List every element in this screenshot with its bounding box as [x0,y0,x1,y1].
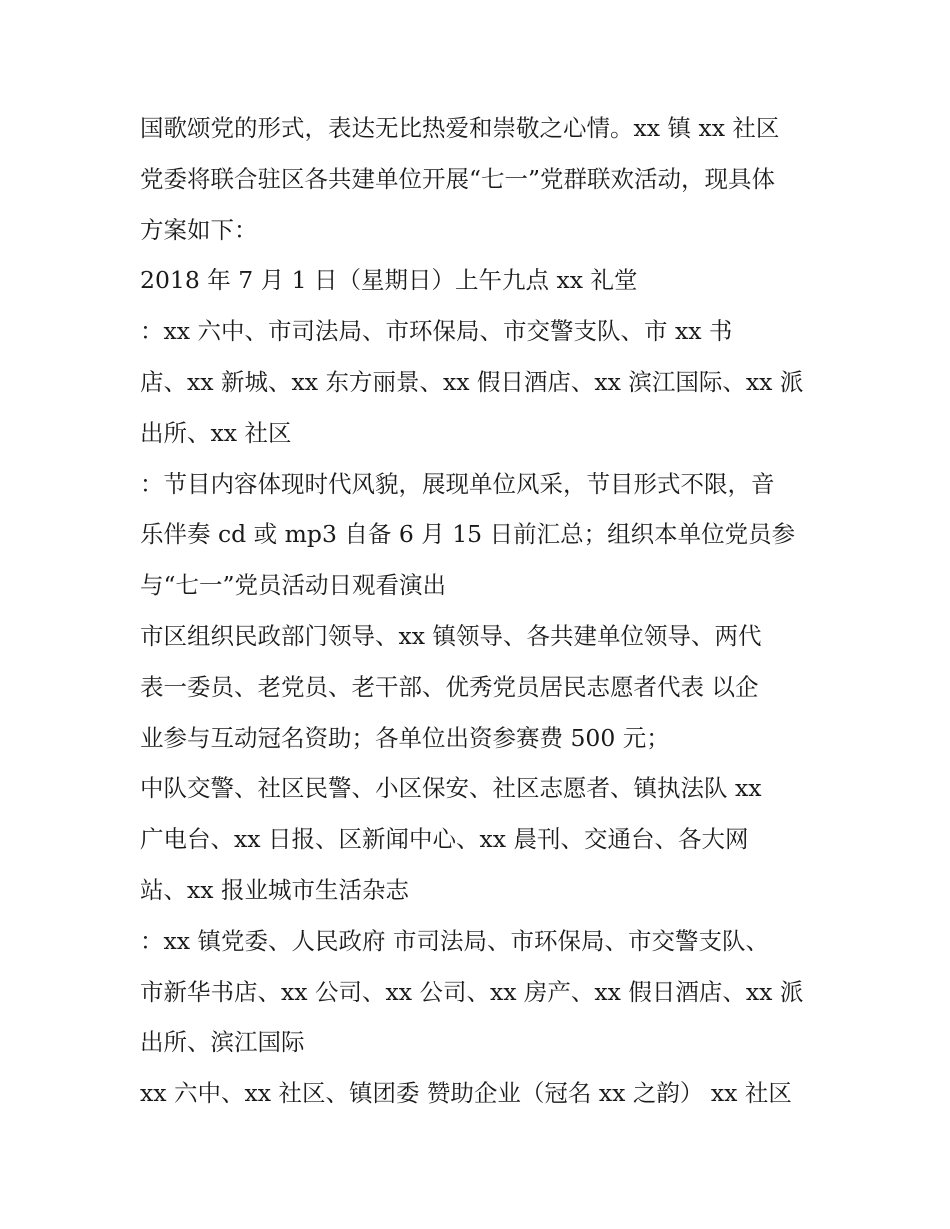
text-line: 市新华书店、xx 公司、xx 公司、xx 房产、xx 假日酒店、xx 派 [140,977,804,1006]
text-line: 市区组织民政部门领导、xx 镇领导、各共建单位领导、两代 [140,621,762,650]
text-line: 国歌颂党的形式，表达无比热爱和崇敬之心情。xx 镇 xx 社区 [140,114,780,142]
text-line: 中队交警、社区民警、小区保安、社区志愿者、镇执法队 xx [140,774,762,803]
text-line: 店、xx 新城、xx 东方丽景、xx 假日酒店、xx 滨江国际、xx 派 [140,367,804,396]
text-line: 2018 年 7 月 1 日（星期日）上午九点 xx 礼堂 [140,266,638,295]
text-line: 出所、滨江国际 [140,1028,305,1057]
text-line: ：xx 六中、市司法局、市环保局、市交警支队、市 xx 书 [140,317,733,346]
document-body [140,103,820,1119]
text-line: 乐伴奏 cd 或 mp3 自备 6 月 15 日前汇总；组织本单位党员参 [140,520,796,549]
text-line: 与“七一”党员活动日观看演出 [140,571,447,600]
text-line: ：节目内容体现时代风貌，展现单位风采，节目形式不限，音 [140,469,775,498]
text-line: xx 六中、xx 社区、镇团委 赞助企业（冠名 xx 之韵） xx 社区 [140,1079,792,1108]
text-line: 方案如下： [140,215,258,244]
text-line: 业参与互动冠名资助；各单位出资参赛费 500 元； [140,723,670,752]
text-line: 站、xx 报业城市生活杂志 [140,875,409,904]
text-line: 党委将联合驻区各共建单位开展“七一”党群联欢活动，现具体 [140,164,776,193]
text-line: 广电台、xx 日报、区新闻中心、xx 晨刊、交通台、各大网 [140,825,749,854]
text-line: 表一委员、老党员、老干部、优秀党员居民志愿者代表 以企 [140,672,759,701]
text-line: 出所、xx 社区 [140,418,292,447]
text-line: ：xx 镇党委、人民政府 市司法局、市环保局、市交警支队、 [140,926,769,955]
